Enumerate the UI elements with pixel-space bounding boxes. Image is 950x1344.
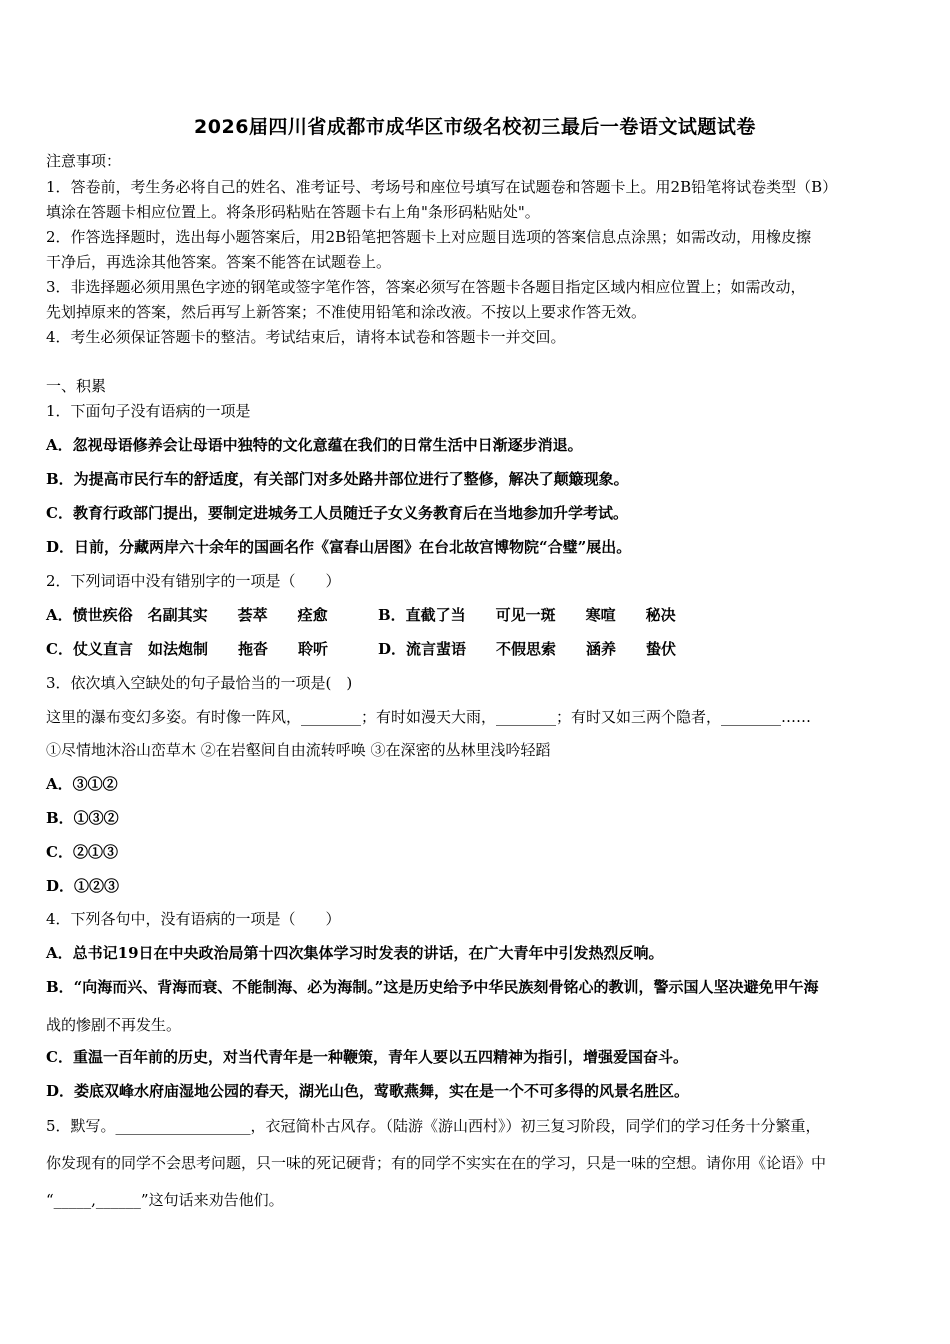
- q5-line: 你发现有的同学不会思考问题，只一味的死记硬背；有的同学不实实在在的学习，只是一味的空想。请你用《论语》中: [46, 1154, 827, 1172]
- section-heading: 一、积累: [46, 377, 107, 395]
- q4-option-c: C．重温一百年前的历史，对当代青年是一种鞭策，青年人要以五四精神为指引，增强爱国奋斗。: [46, 1048, 688, 1066]
- q3-choices: ①尽情地沐浴山峦草木 ②在岩壑间自由流转呼唤 ③在深密的丛林里浅吟轻蹈: [46, 741, 551, 759]
- q5-line: “_____,______”这句话来劝告他们。: [46, 1191, 284, 1209]
- q5-line: 5．默写。__________________，衣冠简朴古风存。（陆游《游山西村》）初三复习阶段，同学们的学习任务十分繁重，: [46, 1117, 821, 1135]
- q3-option-d: D．①②③: [46, 877, 120, 895]
- q1-option-c: C．教育行政部门提出，要制定进城务工人员随迁子女义务教育后在当地参加升学考试。: [46, 504, 628, 522]
- q4-option-a: A．总书记19日在中央政治局第十四次集体学习时发表的讲话，在广大青年中引发热烈反响。: [46, 944, 664, 962]
- notice-line: 2．作答选择题时，选出每小题答案后，用2B铅笔把答题卡上对应题目选项的答案信息点涂黑；如需改动，用橡皮擦: [46, 228, 812, 246]
- q4-stem: 4．下列各句中，没有语病的一项是（ ）: [46, 910, 341, 928]
- q2-option-c: C．仗义直言 如法炮制 拖沓 聆听: [46, 640, 328, 658]
- q3-stem: 3．依次填入空缺处的句子最恰当的一项是( ): [46, 674, 353, 692]
- q4-option-b-cont: 战的惨剧不再发生。: [46, 1016, 182, 1034]
- notice-line: 3．非选择题必须用黑色字迹的钢笔或签字笔作答，答案必须写在答题卡各题目指定区域内相应位置上；如需改动，: [46, 278, 806, 296]
- q1-option-d: D．日前，分藏两岸六十余年的国画名作《富春山居图》在台北故宫博物院“合璧”展出。: [46, 538, 632, 556]
- q2-option-b: B．直截了当 可见一斑 寒喧 秘决: [378, 606, 676, 624]
- q3-option-b: B．①③②: [46, 809, 119, 827]
- q2-option-a: A．愤世疾俗 名副其实 荟萃 痊愈: [46, 606, 328, 624]
- q1-option-b: B．为提高市民行车的舒适度，有关部门对多处路井部位进行了整修，解决了颠簸现象。: [46, 470, 629, 488]
- q4-option-b: B．“向海而兴、背海而衰、不能制海、必为海制。”这是历史给予中华民族刻骨铭心的教训，警示国人坚决避免甲午海: [46, 978, 819, 996]
- q4-option-d: D．娄底双峰水府庙湿地公园的春天，湖光山色，莺歌燕舞，实在是一个不可多得的风景名胜区。: [46, 1082, 690, 1100]
- notice-line: 先划掉原来的答案，然后再写上新答案；不准使用铅笔和涂改液。不按以上要求作答无效。: [46, 303, 647, 321]
- notice-line: 干净后，再选涂其他答案。答案不能答在试题卷上。: [46, 253, 392, 271]
- exam-title: 2026届四川省成都市成华区市级名校初三最后一卷语文试题试卷: [194, 116, 756, 138]
- notice-line: 1．答卷前，考生务必将自己的姓名、准考证号、考场号和座位号填写在试题卷和答题卡上。用2B铅笔将试卷类型（B）: [46, 178, 838, 196]
- q1-option-a: A．忽视母语修养会让母语中独特的文化意蕴在我们的日常生活中日渐逐步消退。: [46, 436, 583, 454]
- q3-passage: 这里的瀑布变幻多姿。有时像一阵风，________；有时如漫天大雨，________；有时又如三两个隐者，________……: [46, 708, 812, 726]
- notice-line: 填涂在答题卡相应位置上。将条形码粘贴在答题卡右上角"条形码粘贴处"。: [46, 203, 540, 221]
- q3-option-c: C．②①③: [46, 843, 118, 861]
- q2-option-d: D．流言蜚语 不假思索 涵养 蛰伏: [378, 640, 677, 658]
- q1-stem: 1．下面句子没有语病的一项是: [46, 402, 251, 420]
- q2-stem: 2．下列词语中没有错别字的一项是（ ）: [46, 572, 341, 590]
- q3-option-a: A．③①②: [46, 775, 118, 793]
- notice-heading: 注意事项：: [46, 152, 122, 170]
- notice-line: 4．考生必须保证答题卡的整洁。考试结束后，请将本试卷和答题卡一并交回。: [46, 328, 566, 346]
